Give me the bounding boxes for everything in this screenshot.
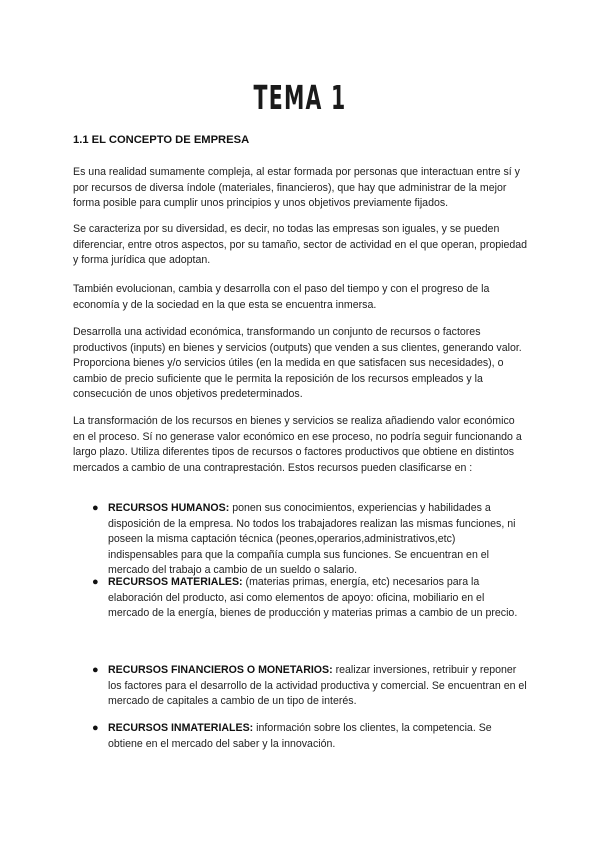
list-item-recursos-financieros — [92, 663, 528, 710]
bullet-icon: ● — [92, 722, 99, 734]
list-item-recursos-humanos — [92, 501, 528, 579]
list-item-text: ponen sus conocimientos, experiencias y habilidades a disposición de la empresa. No todos los trabajadores realizan las mismas funciones, ni poseen la misma captación técnica (peones,operarios,administrativos,etc) indispensables para que la compañía cumpla sus funciones. Se encuentran en el mercado del trabajo a cambio de un sueldo o salario. — [108, 502, 516, 577]
section-heading: 1.1 EL CONCEPTO DE EMPRESA — [73, 134, 250, 146]
bullet-icon: ● — [92, 576, 99, 588]
list-item-text: realizar inversiones, retribuir y reponer los factores para el desarrollo de la actividad productiva y comercial. Se encuentran en el mercado de capitales a cambio de un tipo de interés. — [108, 664, 527, 708]
paragraph-evolution: También evolucionan, cambia y desarrolla con el paso del tiempo y con el progreso de la economía y de la sociedad en la que esta se encuentra inmersa. — [73, 283, 490, 311]
list-item-term: RECURSOS FINANCIEROS O MONETARIOS: — [108, 664, 333, 676]
page-title: TEMA 1 — [253, 78, 347, 117]
paragraph-definition: Es una realidad sumamente compleja, al estar formada por personas que interactuan entre sí y por recursos de diversa índole (materiales, financieros), que hay que administrar de la mejor forma posible para cumplir unos principios y unos objetivos previamente fijados. — [73, 166, 520, 210]
list-item-term: RECURSOS HUMANOS: — [108, 502, 230, 514]
bullet-icon: ● — [92, 664, 99, 676]
paragraph-economic-activity: Desarrolla una actividad económica, transformando un conjunto de recursos o factores productivos (inputs) en bienes y servicios (outputs) que venden a sus clientes, generando valor. Proporciona bienes y/o servicios útiles (en la medida en que satisfacen sus necesidades), o cambio de precio suficiente que le permita la reposición de los recursos empleados y la consecución de unos objetivos predeterminados. — [73, 326, 522, 401]
list-item-term: RECURSOS MATERIALES: — [108, 576, 243, 588]
list-item-text: información sobre los clientes, la competencia. Se obtiene en el mercado del saber y la innovación. — [108, 722, 492, 750]
list-item-term: RECURSOS INMATERIALES: — [108, 722, 254, 734]
paragraph-transformation: La transformación de los recursos en bienes y servicios se realiza añadiendo valor económico en el proceso. Sí no generase valor económico en ese proceso, no podría seguir funcionando a largo plazo. Utiliza diferentes tipos de recursos o factores productivos que obtiene en distintos mercados a cambio de una contraprestación. Estos recursos pueden clasificarse en : — [73, 415, 522, 474]
list-item-recursos-materiales — [92, 575, 528, 622]
bullet-icon: ● — [92, 502, 99, 514]
paragraph-diversity: Se caracteriza por su diversidad, es decir, no todas las empresas son iguales, y se pueden diferenciar, entre otros aspectos, por su tamaño, sector de actividad en el que operan, propiedad y forma jurídica que adoptan. — [73, 223, 528, 267]
list-item-recursos-inmateriales — [92, 721, 528, 752]
list-item-text: (materias primas, energía, etc) necesarios para la elaboración del producto, asi como elementos de apoyo: oficina, mobiliario en el mercado de la energía, bienes de producción y materias primas a cambio de un precio. — [108, 576, 518, 620]
